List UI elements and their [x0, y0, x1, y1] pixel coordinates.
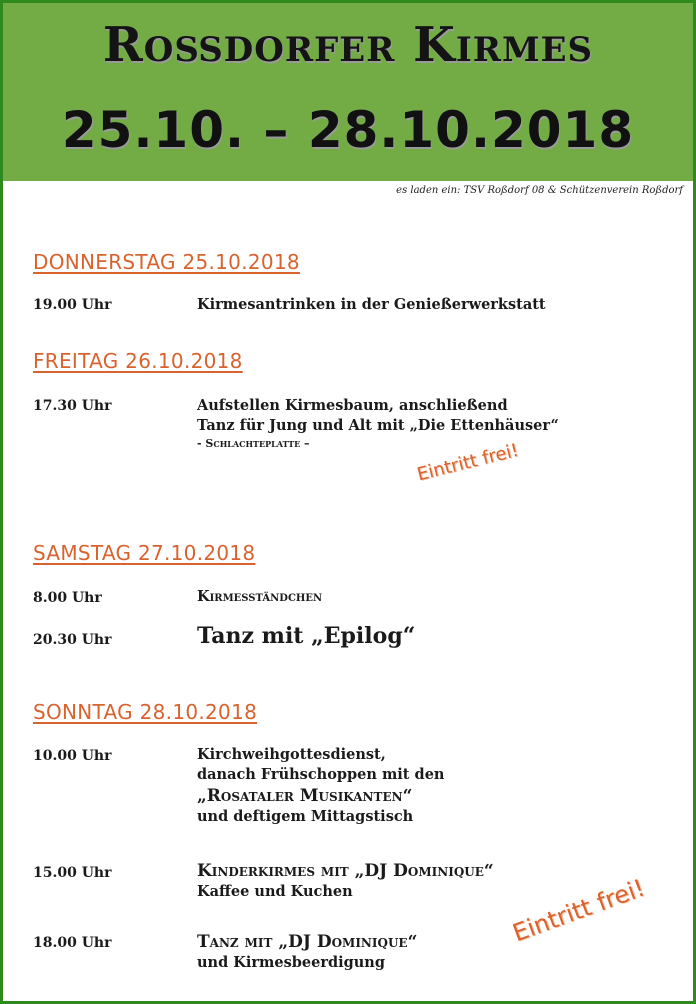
- event-line: Kirmesantrinken in der Genießerwerkstatt: [197, 296, 546, 313]
- event-description: [197, 745, 444, 827]
- event-line: - Schlachteplatte –: [197, 437, 310, 450]
- event-line: Tanz für Jung und Alt mit „Die Ettenhäuser“: [197, 417, 559, 434]
- event-line: „Rosataler Musikanten“: [197, 786, 413, 806]
- day-heading-friday: FREITAG 26.10.2018: [33, 349, 243, 373]
- header-banner: [3, 3, 693, 181]
- event-line: Tanz mit „Epilog“: [197, 623, 416, 649]
- event-time: 10.00 Uhr: [33, 748, 112, 764]
- free-entry-note: Eintritt frei!: [509, 873, 649, 948]
- event-line: Aufstellen Kirmesbaum, anschließend: [197, 397, 508, 414]
- event-line: Kirmesständchen: [197, 588, 323, 605]
- day-heading-sunday: SONNTAG 28.10.2018: [33, 700, 258, 724]
- event-description: [197, 295, 546, 315]
- hosts-line: es laden ein: TSV Roßdorf 08 & Schützenverein Roßdorf: [396, 185, 683, 196]
- event-line: und Kirmesbeerdigung: [197, 954, 385, 971]
- event-line: Tanz mit „DJ Dominique“: [197, 932, 418, 952]
- event-description: [197, 860, 494, 902]
- event-time: 20.30 Uhr: [33, 632, 112, 648]
- day-heading-thursday: DONNERSTAG 25.10.2018: [33, 250, 300, 274]
- event-line: Kirchweihgottesdienst,: [197, 746, 386, 763]
- event-line: und deftigem Mittagstisch: [197, 808, 414, 825]
- event-line: Kinderkirmes mit „DJ Dominique“: [197, 861, 494, 881]
- free-entry-note: Eintritt frei!: [415, 439, 521, 486]
- event-description: [197, 931, 417, 973]
- day-heading-saturday: SAMSTAG 27.10.2018: [33, 541, 256, 565]
- event-line: danach Frühschoppen mit den: [197, 766, 445, 783]
- event-time: 15.00 Uhr: [33, 865, 112, 881]
- event-dates: 25.10. – 28.10.2018: [61, 101, 635, 159]
- event-time: 17.30 Uhr: [33, 398, 112, 414]
- event-time: 19.00 Uhr: [33, 297, 112, 313]
- event-time: 18.00 Uhr: [33, 935, 112, 951]
- event-line: Kaffee und Kuchen: [197, 883, 353, 900]
- event-description: [197, 622, 415, 650]
- event-time: 8.00 Uhr: [33, 590, 102, 606]
- event-title: Roßdorfer Kirmes: [102, 17, 594, 73]
- event-description: [197, 587, 322, 607]
